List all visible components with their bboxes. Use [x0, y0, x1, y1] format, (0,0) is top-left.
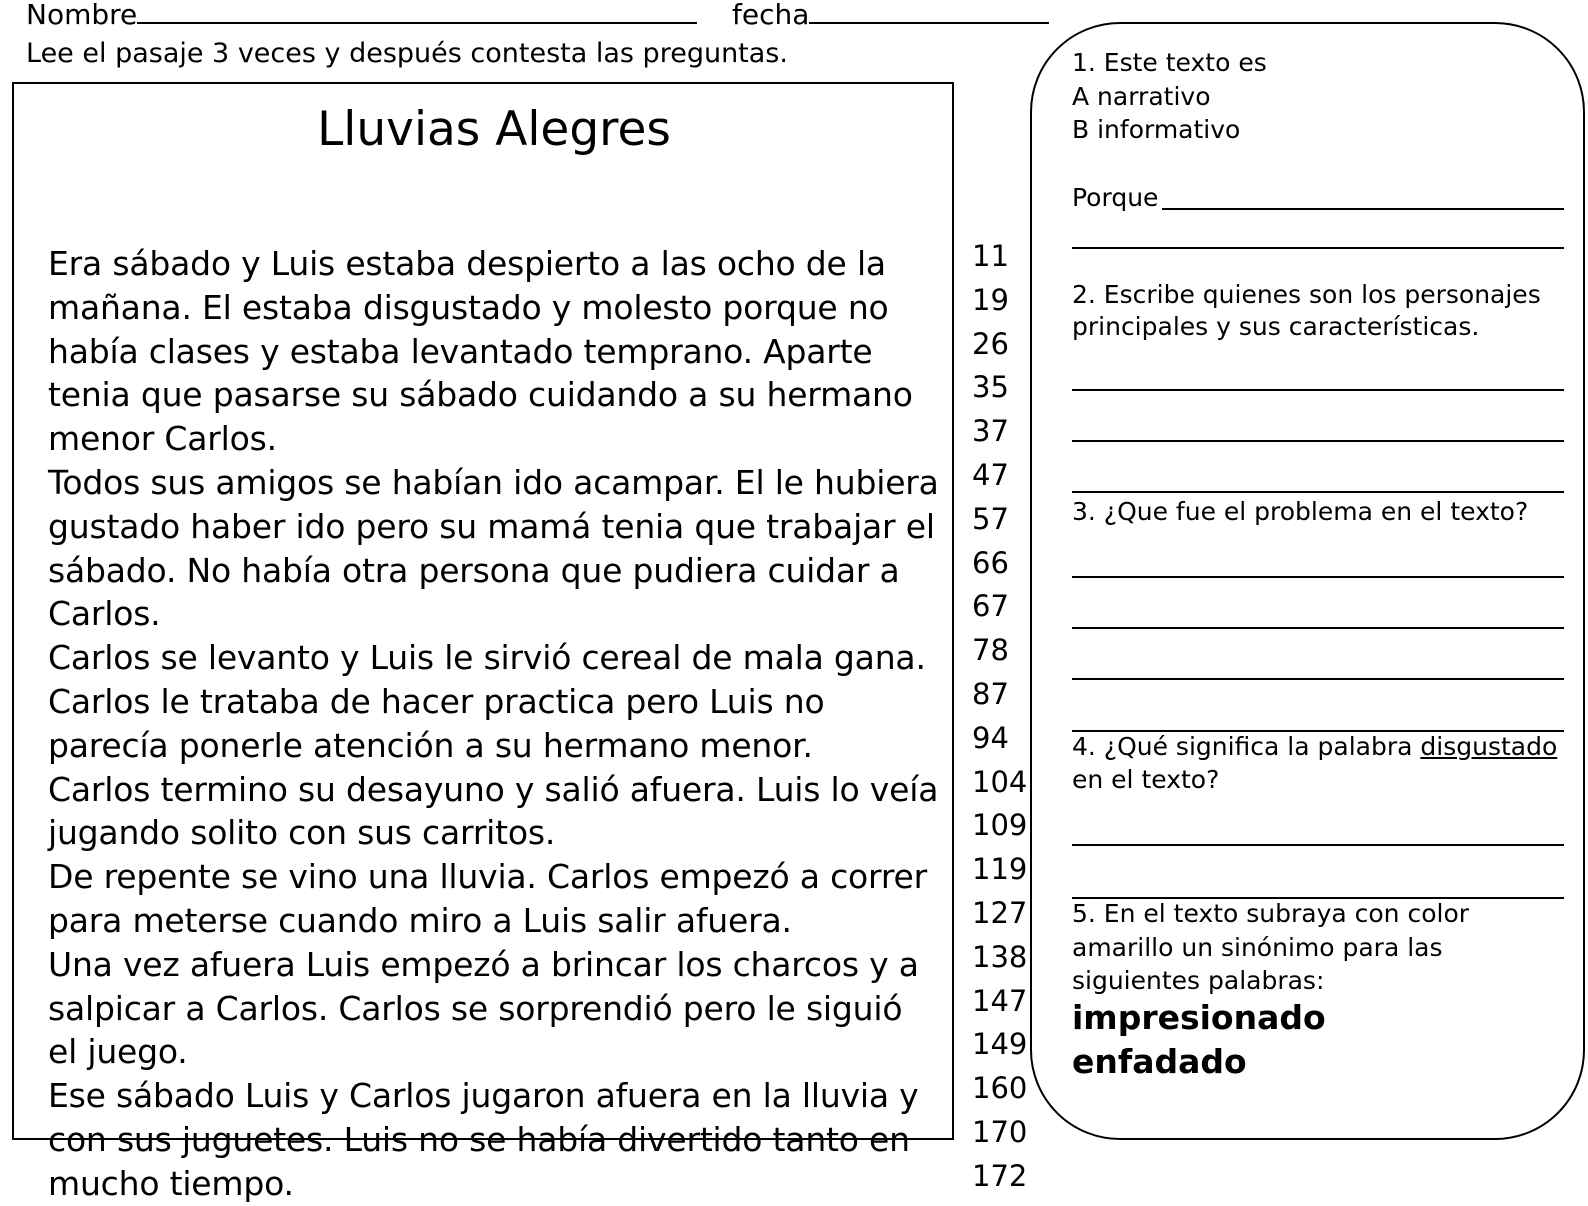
q3-answer-line[interactable] — [1072, 678, 1564, 680]
name-blank[interactable] — [137, 0, 697, 24]
passage-line — [14, 852, 1034, 899]
word-count: 11 — [972, 239, 1009, 273]
passage-line-text: jugando solito con sus carritos. — [48, 813, 556, 853]
word-count: 47 — [972, 457, 1009, 492]
instructions: Lee el pasaje 3 veces y después contesta las preguntas. — [26, 38, 788, 69]
passage-line-text: Carlos termino su desayuno y salió afuera. Luis lo veía — [48, 769, 939, 809]
passage-line — [14, 239, 1034, 286]
word-count: 35 — [972, 370, 1009, 405]
q1-answer-line[interactable] — [1072, 247, 1564, 249]
passage-line-text: parecía ponerle atención a su hermano menor. — [48, 725, 813, 765]
q2-answer-line[interactable] — [1072, 491, 1564, 493]
date-field[interactable] — [732, 0, 1049, 31]
word-count: 127 — [972, 895, 1028, 930]
passage-line-text: De repente se vino una lluvia. Carlos empezó a correr — [48, 857, 927, 897]
passage-line — [14, 457, 1034, 505]
word-count: 66 — [972, 545, 1009, 580]
q2-prompt-line1: 2. Escribe quienes son los personajes — [1072, 280, 1541, 309]
passage-line — [14, 1114, 1034, 1162]
passage-line-text: sábado. No había otra persona que pudiera cuidar a — [48, 550, 900, 590]
passage-line — [14, 414, 1034, 461]
passage-line — [14, 633, 1034, 680]
word-count: 109 — [972, 808, 1028, 843]
passage-line-text: mañana. El estaba disgustado y molesto porque no — [48, 287, 889, 327]
q1-option-a: A narrativo — [1072, 82, 1211, 111]
passage-line — [14, 326, 1034, 374]
date-label: fecha — [732, 0, 810, 31]
word-count: 149 — [972, 1027, 1028, 1062]
passage-line — [14, 895, 1034, 943]
passage-line — [14, 501, 1034, 549]
passage-line-text: para meterse cuando miro a Luis salir afuera. — [48, 900, 792, 940]
passage-line — [14, 1071, 1034, 1118]
passage-title: Lluvias Alegres — [317, 102, 671, 157]
passage-line — [14, 370, 1034, 417]
passage-line — [14, 720, 1034, 768]
passage-line-text: Una vez afuera Luis empezó a brincar los charcos y a — [48, 944, 919, 984]
passage-line-text: menor Carlos. — [48, 419, 277, 459]
passage-line-text: Era sábado y Luis estaba despierto a las ocho de la — [48, 244, 886, 283]
name-field[interactable] — [26, 0, 697, 31]
q5-prompt-line3: siguientes palabras: — [1072, 966, 1325, 995]
word-count: 160 — [972, 1071, 1028, 1106]
word-count: 147 — [972, 983, 1028, 1018]
word-count: 26 — [972, 326, 1009, 361]
passage-line — [14, 983, 1034, 1031]
passage-lines — [14, 239, 1034, 1206]
word-count: 172 — [972, 1158, 1028, 1193]
date-blank[interactable] — [809, 0, 1049, 24]
passage-line-text: Ese sábado Luis y Carlos jugaron afuera en la lluvia y — [48, 1076, 919, 1116]
q4-prompt-line2: en el texto? — [1072, 765, 1220, 794]
q2-prompt-line2: principales y sus características. — [1072, 312, 1480, 341]
word-count: 57 — [972, 501, 1009, 536]
passage-line — [14, 676, 1034, 724]
passage-box — [12, 82, 1028, 1203]
q1-prompt: 1. Este texto es — [1072, 48, 1267, 77]
passage-line — [14, 545, 1034, 593]
word-count: 37 — [972, 414, 1009, 449]
passage-line-text: Todos sus amigos se habían ido acampar. El le hubiera — [48, 462, 939, 502]
passage-line-text: Carlos se levanto y Luis le sirvió cereal de mala gana. — [48, 638, 926, 678]
word-count: 94 — [972, 720, 1009, 755]
q3-answer-line[interactable] — [1072, 627, 1564, 629]
q2-answer-line[interactable] — [1072, 389, 1564, 391]
passage-line-text: tenia que pasarse su sábado cuidando a su hermano — [48, 375, 913, 415]
q3-prompt: 3. ¿Que fue el problema en el texto? — [1072, 497, 1529, 526]
word-count: 78 — [972, 633, 1009, 668]
word-count: 104 — [972, 764, 1028, 799]
word-count: 19 — [972, 282, 1009, 317]
q5-word-enfadado: enfadado — [1072, 1042, 1247, 1081]
passage-line-text: Carlos le trataba de hacer practica pero Luis no — [48, 681, 825, 721]
q1-because-label: Porque — [1072, 183, 1159, 212]
word-count: 119 — [972, 852, 1028, 887]
passage-line-text: mucho tiempo. — [48, 1163, 294, 1203]
passage-line — [14, 282, 1034, 330]
q3-answer-line[interactable] — [1072, 576, 1564, 578]
q4-answer-line[interactable] — [1072, 844, 1564, 846]
passage-line-text: había clases y estaba levantado temprano. Aparte — [48, 331, 873, 371]
word-count: 87 — [972, 676, 1009, 711]
word-count: 138 — [972, 939, 1028, 974]
passage-line-text: salpicar a Carlos. Carlos se sorprendió pero le siguió — [48, 988, 903, 1028]
q4-target-word: disgustado — [1420, 732, 1558, 761]
q2-answer-line[interactable] — [1072, 440, 1564, 442]
q4-prompt — [1072, 730, 1557, 763]
passage-line — [14, 808, 1034, 855]
q5-word-impresionado: impresionado — [1072, 998, 1326, 1037]
q1-option-b: B informativo — [1072, 115, 1241, 144]
q5-prompt-line2: amarillo un sinónimo para las — [1072, 933, 1443, 962]
passage-line-text: con sus juguetes. Luis no se había divertido tanto en — [48, 1119, 910, 1159]
passage-line-text: gustado haber ido pero su mamá tenia que trabajar el — [48, 506, 935, 546]
passage-line-text: el juego. — [48, 1032, 188, 1072]
passage-line — [14, 939, 1034, 987]
name-label: Nombre — [26, 0, 138, 31]
q4-prompt-text: 4. ¿Qué significa la palabra — [1072, 732, 1421, 761]
word-count: 170 — [972, 1114, 1028, 1149]
passage-line-text: Carlos. — [48, 594, 161, 634]
passage-line — [14, 1027, 1034, 1074]
q5-prompt-line1: 5. En el texto subraya con color — [1072, 899, 1470, 928]
word-count: 67 — [972, 589, 1009, 624]
passage-line — [14, 589, 1034, 636]
passage-line — [14, 1158, 1034, 1206]
passage-line — [14, 764, 1034, 812]
q1-answer-line[interactable] — [1162, 208, 1564, 210]
